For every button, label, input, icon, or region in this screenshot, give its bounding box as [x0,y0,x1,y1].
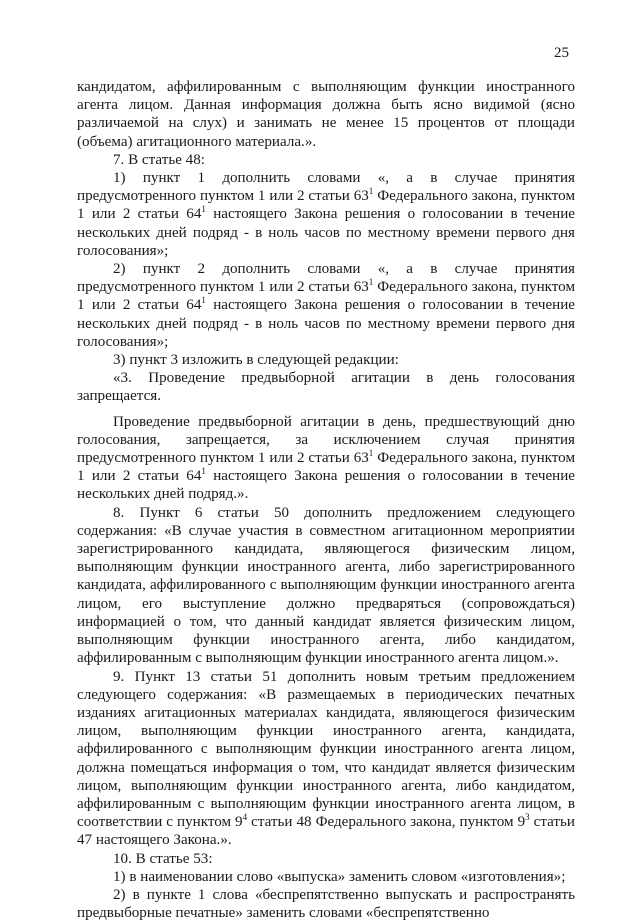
paragraph: 10. В статье 53: [113,850,213,867]
superscript-index: 4 [242,812,248,823]
page-number: 25 [554,45,569,61]
paragraph: «3. Проведение предвыборной агитации в день голосования запрещается. [77,370,575,405]
superscript-index: 1 [201,466,206,477]
paragraph: Проведение предвыборной агитации в день, предшествующий дню голосования, запрещается, за исключением случая принятия предусмотренного пунктом 1 или 2 статьи $63^1$ Федерального закона, пунктом 1 или 2 статьи $64^1$ настоящего Закона решения о голосовании в течение нескольких дней подряд.». [77,413,575,503]
paragraph: 7. В статье 48: [113,151,205,168]
paragraph: 3) пункт 3 изложить в следующей редакции: [113,352,399,369]
paragraph: 2) пункт 2 дополнить словами «, а в случае принятия предусмотренного пунктом 1 или 2 статьи $63^1$ Федерального закона, пунктом 1 или 2 статьи $64^1$ настоящего Закона решения о голосовании в течение нескольких дней подряд - в ноль часов по местному времени первого дня голосования»; [77,261,575,350]
superscript-index: 1 [368,277,374,288]
superscript-index: 1 [201,204,206,215]
superscript-index: 1 [201,295,206,306]
paragraph: 1) пункт 1 дополнить словами «, а в случае принятия предусмотренного пунктом 1 или 2 статьи $63^1$ Федерального закона, пунктом 1 или 2 статьи $64^1$ настоящего Закона решения о голосовании в течение нескольких дней подряд - в ноль часов по местному времени первого дня голосования»; [77,170,575,259]
paragraph: 1) в наименовании слово «выпуска» заменить словом «изготовления»; [113,868,566,885]
document-body [77,78,575,922]
superscript-index: 1 [368,448,374,459]
paragraph: кандидатом, аффилированным с выполняющим функции иностранного агента лицом. Данная информация должна быть ясно видимой (ясно различаемой на слух) и занимать не менее 15 процентов от площади (объема) агитационного материала.». [77,79,575,150]
paragraph: 8. Пункт 6 статьи 50 дополнить предложением следующего содержания: «В случае участия в совместном агитационном мероприятии зарегистрированного кандидата, являющегося физическим лицом, выполняющим функции иностранного агента, либо зарегистрированного кандидата, аффилированного с выполняющим функции иностранного агента лицом, его выступление должно предваряться (сопровождаться) информацией о том, что данный кандидат является физическим лицом, выполняющим функции иностранного агента, либо кандидатом, аффилированным с выполняющим функции иностранного агента лицом.». [77,504,575,667]
superscript-index: 1 [368,186,374,197]
superscript-index: 3 [525,812,530,823]
paragraph: 2) в пункте 1 слова «беспрепятственно выпускать и распространять предвыборные печатные» заменить словами «беспрепятственно [77,886,575,922]
paragraph: 9. Пункт 13 статьи 51 дополнить новым третьим предложением следующего содержания: «В размещаемых в периодических печатных изданиях агитационных материалах кандидата, являющегося физическим лицом, выполняющим функции иностранного агента, кандидата, аффилированного с выполняющим функции иностранного агента лицом, должна помещаться информация о том, что кандидат является физическим лицом, выполняющим функции иностранного агента, либо кандидатом, аффилированным с выполняющим функции иностранного агента лицом, в соответствии с пунктом $9^4$ статьи 48 Федерального закона, пунктом $9^3$ статьи 47 настоящего Закона.». [77,668,575,849]
